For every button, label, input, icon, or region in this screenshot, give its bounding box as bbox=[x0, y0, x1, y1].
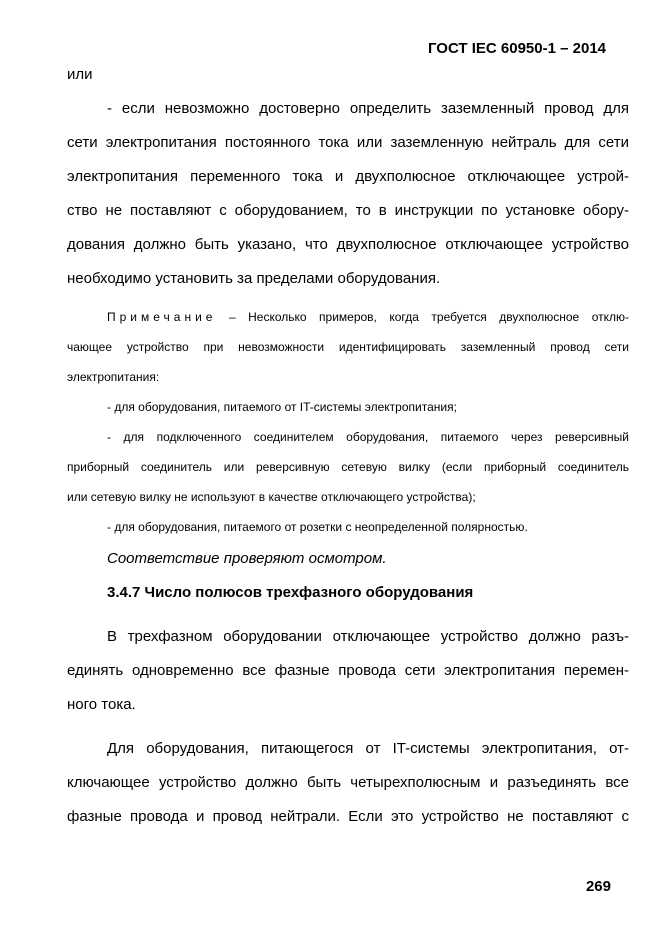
paragraph-grounded-conductor bbox=[67, 92, 629, 296]
paragraph-line: фазные провода и провод нейтрали. Если это устройство не поставляют с bbox=[67, 808, 629, 825]
note-line: электропитания: bbox=[67, 370, 160, 384]
document-header: ГОСТ IEC 60950-1 – 2014 bbox=[427, 40, 606, 57]
page-number: 269 bbox=[585, 878, 611, 895]
note-list-item-line: приборный соединитель или реверсивную сетевую вилку (если приборный соединитель bbox=[67, 460, 629, 474]
paragraph-line: единять одновременно все фазные провода сети электропитания перемен- bbox=[67, 662, 629, 679]
paragraph-line: В трехфазном оборудовании отключающее устройство должно разъ- bbox=[107, 628, 629, 645]
note-line bbox=[67, 302, 629, 332]
paragraph-line: Для оборудования, питающегося от IT-системы электропитания, от- bbox=[107, 740, 629, 757]
paragraph-line: ного тока. bbox=[67, 696, 136, 713]
note-list-item: - для подключенного соединителем оборудования, питаемого через реверсивный bbox=[107, 430, 629, 444]
note-line: чающее устройство при невозможности идентифицировать заземленный провод сети bbox=[67, 340, 629, 354]
note-list-item: - для оборудования, питаемого от розетки с неопределенной полярностью. bbox=[107, 520, 528, 534]
document-body bbox=[67, 58, 629, 834]
note-text: – Несколько примеров, когда требуется двухполюсное отклю- bbox=[216, 310, 629, 324]
note-label: Примечание bbox=[107, 310, 217, 324]
paragraph-it-system bbox=[67, 732, 629, 834]
paragraph-line: сети электропитания постоянного тока или заземленную нейтраль для сети bbox=[67, 134, 629, 151]
note-list-item: - для оборудования, питаемого от IT-системы электропитания; bbox=[107, 400, 457, 414]
note-list-item-line: или сетевую вилку не используют в качестве отключающего устройства); bbox=[67, 490, 476, 504]
paragraph-or: или bbox=[67, 66, 93, 83]
note-block bbox=[67, 302, 629, 542]
paragraph-line: ключающее устройство должно быть четырехполюсным и разъединять все bbox=[67, 774, 629, 791]
paragraph-three-phase bbox=[67, 620, 629, 722]
paragraph-line: - если невозможно достоверно определить заземленный провод для bbox=[107, 100, 629, 117]
paragraph-line: дования должно быть указано, что двухполюсное отключающее устройство bbox=[67, 236, 629, 253]
paragraph-line: необходимо установить за пределами оборудования. bbox=[67, 270, 441, 287]
compliance-statement: Соответствие проверяют осмотром. bbox=[107, 550, 387, 567]
paragraph-line: электропитания переменного тока и двухполюсное отключающее устрой- bbox=[67, 168, 629, 185]
section-heading: 3.4.7 Число полюсов трехфазного оборудования bbox=[107, 584, 474, 601]
paragraph-line: ство не поставляют с оборудованием, то в инструкции по установке обору- bbox=[67, 202, 629, 219]
